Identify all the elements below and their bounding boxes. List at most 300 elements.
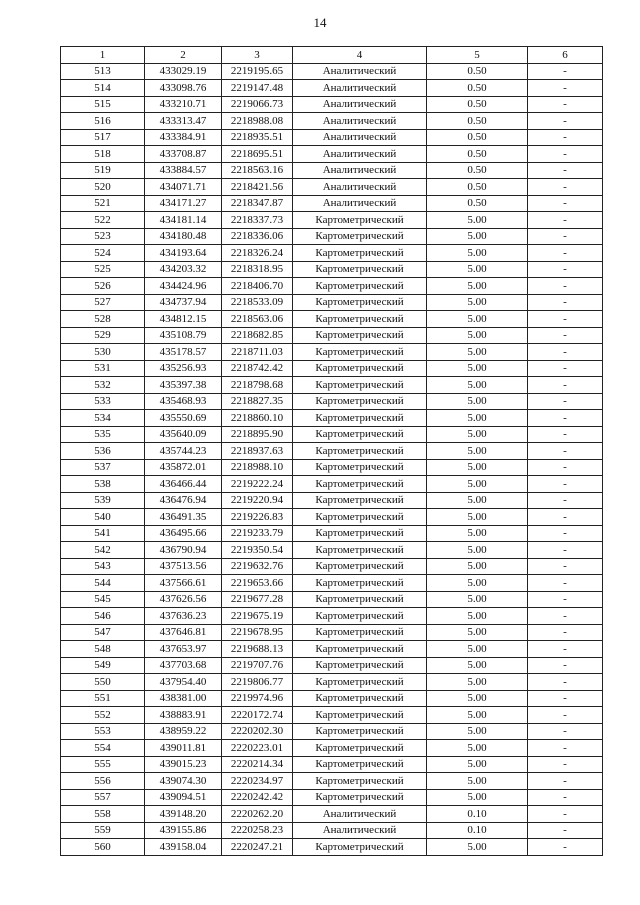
table-cell: 520	[61, 179, 145, 196]
table-cell: -	[528, 740, 603, 757]
table-row	[61, 575, 603, 592]
table-cell: 542	[61, 542, 145, 559]
table-cell: 439015.23	[145, 756, 222, 773]
table-cell: -	[528, 228, 603, 245]
table-cell: Картометрический	[293, 459, 427, 476]
table-row	[61, 195, 603, 212]
table-cell: 438883.91	[145, 707, 222, 724]
table-row	[61, 492, 603, 509]
table-row	[61, 558, 603, 575]
table-cell: -	[528, 575, 603, 592]
table-cell: 528	[61, 311, 145, 328]
table-cell: 0.50	[427, 162, 528, 179]
table-row	[61, 129, 603, 146]
table-cell: -	[528, 591, 603, 608]
table-cell: 2218563.06	[222, 311, 293, 328]
table-cell: Картометрический	[293, 344, 427, 361]
table-row	[61, 723, 603, 740]
table-cell: 532	[61, 377, 145, 394]
table-cell: 436476.94	[145, 492, 222, 509]
table-row	[61, 773, 603, 790]
table-cell: -	[528, 443, 603, 460]
table-cell: 5.00	[427, 575, 528, 592]
table-cell: 2219632.76	[222, 558, 293, 575]
table-cell: 2218563.16	[222, 162, 293, 179]
table-cell: 2219222.24	[222, 476, 293, 493]
table-cell: 539	[61, 492, 145, 509]
table-cell: 553	[61, 723, 145, 740]
table-cell: -	[528, 657, 603, 674]
table-cell: -	[528, 509, 603, 526]
table-cell: Картометрический	[293, 575, 427, 592]
table-cell: 435550.69	[145, 410, 222, 427]
table-cell: 2219195.65	[222, 63, 293, 80]
table-cell: Картометрический	[293, 426, 427, 443]
table-cell: 5.00	[427, 278, 528, 295]
table-cell: 2219350.54	[222, 542, 293, 559]
table-cell: -	[528, 63, 603, 80]
table-cell: 5.00	[427, 558, 528, 575]
table-cell: Картометрический	[293, 228, 427, 245]
table-cell: 2218336.06	[222, 228, 293, 245]
table-cell: 516	[61, 113, 145, 130]
table-cell: Картометрический	[293, 674, 427, 691]
table-cell: 543	[61, 558, 145, 575]
table-cell: 5.00	[427, 393, 528, 410]
table-cell: 556	[61, 773, 145, 790]
table-row	[61, 179, 603, 196]
table-cell: 2220262.20	[222, 806, 293, 823]
table-cell: 2219974.96	[222, 690, 293, 707]
table-cell: 2219233.79	[222, 525, 293, 542]
table-cell: 5.00	[427, 756, 528, 773]
header-row	[61, 47, 603, 64]
table-cell: -	[528, 294, 603, 311]
table-cell: 531	[61, 360, 145, 377]
table-cell: 2218406.70	[222, 278, 293, 295]
table-cell: Картометрический	[293, 360, 427, 377]
table-cell: 2219226.83	[222, 509, 293, 526]
table-cell: 433210.71	[145, 96, 222, 113]
table-cell: 545	[61, 591, 145, 608]
table-row	[61, 146, 603, 163]
table-cell: -	[528, 278, 603, 295]
table-cell: 437636.23	[145, 608, 222, 625]
table-cell: Картометрический	[293, 657, 427, 674]
table-cell: Картометрический	[293, 261, 427, 278]
table-cell: Картометрический	[293, 410, 427, 427]
table-cell: -	[528, 344, 603, 361]
table-cell: 527	[61, 294, 145, 311]
table-cell: 5.00	[427, 476, 528, 493]
table-cell: 2218695.51	[222, 146, 293, 163]
table-cell: 436495.66	[145, 525, 222, 542]
table-cell: -	[528, 162, 603, 179]
table-cell: Картометрический	[293, 311, 427, 328]
table-cell: 2218827.35	[222, 393, 293, 410]
table-cell: 5.00	[427, 509, 528, 526]
table-cell: -	[528, 96, 603, 113]
table-cell: 2218988.10	[222, 459, 293, 476]
table-cell: 537	[61, 459, 145, 476]
table-row	[61, 740, 603, 757]
header-cell: 5	[427, 47, 528, 64]
table-cell: 0.50	[427, 113, 528, 130]
table-cell: 438959.22	[145, 723, 222, 740]
table-cell: 5.00	[427, 773, 528, 790]
table-cell: 435397.38	[145, 377, 222, 394]
table-cell: 559	[61, 822, 145, 839]
table-cell: 5.00	[427, 690, 528, 707]
table-cell: 439074.30	[145, 773, 222, 790]
table-cell: 5.00	[427, 608, 528, 625]
table-cell: 2220258.23	[222, 822, 293, 839]
table-cell: 2219806.77	[222, 674, 293, 691]
table-cell: 436491.35	[145, 509, 222, 526]
table-cell: 435640.09	[145, 426, 222, 443]
table-row	[61, 344, 603, 361]
table-cell: Аналитический	[293, 195, 427, 212]
table-cell: 513	[61, 63, 145, 80]
table-row	[61, 212, 603, 229]
table-cell: -	[528, 360, 603, 377]
table-cell: 519	[61, 162, 145, 179]
table-cell: Аналитический	[293, 146, 427, 163]
table-cell: -	[528, 525, 603, 542]
table-cell: 5.00	[427, 459, 528, 476]
header-cell: 1	[61, 47, 145, 64]
table-cell: Картометрический	[293, 278, 427, 295]
table-cell: 434171.27	[145, 195, 222, 212]
table-cell: -	[528, 129, 603, 146]
table-cell: 524	[61, 245, 145, 262]
table-cell: Картометрический	[293, 294, 427, 311]
table-cell: 439148.20	[145, 806, 222, 823]
table-cell: -	[528, 245, 603, 262]
table-cell: 5.00	[427, 245, 528, 262]
table-cell: 536	[61, 443, 145, 460]
table-cell: 5.00	[427, 294, 528, 311]
table-cell: -	[528, 756, 603, 773]
table-cell: -	[528, 179, 603, 196]
table-cell: 551	[61, 690, 145, 707]
table-cell: 5.00	[427, 674, 528, 691]
table-row	[61, 806, 603, 823]
table-cell: 0.50	[427, 80, 528, 97]
table-cell: 2220202.30	[222, 723, 293, 740]
table-cell: Аналитический	[293, 113, 427, 130]
table-cell: Аналитический	[293, 96, 427, 113]
table-cell: -	[528, 492, 603, 509]
table-cell: 434193.64	[145, 245, 222, 262]
table-cell: 435108.79	[145, 327, 222, 344]
table-cell: Картометрический	[293, 723, 427, 740]
table-cell: 526	[61, 278, 145, 295]
table-cell: Картометрический	[293, 624, 427, 641]
table-cell: Аналитический	[293, 179, 427, 196]
table-cell: 514	[61, 80, 145, 97]
table-cell: Аналитический	[293, 129, 427, 146]
table-row	[61, 690, 603, 707]
table-row	[61, 327, 603, 344]
table-cell: Картометрический	[293, 641, 427, 658]
table-cell: -	[528, 195, 603, 212]
table-cell: Картометрический	[293, 525, 427, 542]
table-row	[61, 674, 603, 691]
table-row	[61, 789, 603, 806]
table-cell: -	[528, 146, 603, 163]
table-cell: 5.00	[427, 443, 528, 460]
table-cell: 439158.04	[145, 839, 222, 856]
table-cell: 439094.51	[145, 789, 222, 806]
table-row	[61, 261, 603, 278]
table-cell: 5.00	[427, 311, 528, 328]
table-cell: 2218711.03	[222, 344, 293, 361]
table-row	[61, 657, 603, 674]
table-row	[61, 360, 603, 377]
table-cell: 2219707.76	[222, 657, 293, 674]
table-row	[61, 80, 603, 97]
table-cell: Картометрический	[293, 707, 427, 724]
table-cell: 0.50	[427, 129, 528, 146]
table-cell: 0.50	[427, 179, 528, 196]
table-cell: 5.00	[427, 327, 528, 344]
table-cell: Картометрический	[293, 393, 427, 410]
page-number: 14	[313, 15, 327, 30]
table-cell: 2218337.73	[222, 212, 293, 229]
table-cell: Картометрический	[293, 443, 427, 460]
table-cell: 2219678.95	[222, 624, 293, 641]
table-cell: -	[528, 476, 603, 493]
table-cell: 5.00	[427, 410, 528, 427]
table-cell: Картометрический	[293, 476, 427, 493]
table-row	[61, 63, 603, 80]
table-cell: Картометрический	[293, 245, 427, 262]
table-cell: 0.50	[427, 96, 528, 113]
table-cell: 433708.87	[145, 146, 222, 163]
table-cell: 521	[61, 195, 145, 212]
table-cell: Аналитический	[293, 806, 427, 823]
table-cell: 560	[61, 839, 145, 856]
table-cell: 5.00	[427, 360, 528, 377]
table-row	[61, 822, 603, 839]
table-cell: 552	[61, 707, 145, 724]
table-cell: 2218935.51	[222, 129, 293, 146]
table-cell: -	[528, 113, 603, 130]
table-cell: 2218988.08	[222, 113, 293, 130]
table-row	[61, 756, 603, 773]
table-cell: 558	[61, 806, 145, 823]
table-cell: 0.50	[427, 146, 528, 163]
table-cell: 5.00	[427, 228, 528, 245]
header-cell: 3	[222, 47, 293, 64]
table-cell: 2218742.42	[222, 360, 293, 377]
table-cell: 435468.93	[145, 393, 222, 410]
table-cell: 2218347.87	[222, 195, 293, 212]
table-cell: 550	[61, 674, 145, 691]
table-cell: 434180.48	[145, 228, 222, 245]
table-cell: -	[528, 690, 603, 707]
table-cell: -	[528, 789, 603, 806]
table-cell: Картометрический	[293, 608, 427, 625]
table-cell: -	[528, 377, 603, 394]
table-row	[61, 426, 603, 443]
table-cell: -	[528, 426, 603, 443]
table-cell: 437566.61	[145, 575, 222, 592]
table-row	[61, 624, 603, 641]
table-cell: 2219675.19	[222, 608, 293, 625]
table-cell: -	[528, 624, 603, 641]
table-cell: 5.00	[427, 212, 528, 229]
table-cell: 2218533.09	[222, 294, 293, 311]
table-cell: 0.10	[427, 806, 528, 823]
table-cell: 437513.56	[145, 558, 222, 575]
table-cell: 2220247.21	[222, 839, 293, 856]
header-cell: 6	[528, 47, 603, 64]
table-cell: 433098.76	[145, 80, 222, 97]
table-cell: Картометрический	[293, 756, 427, 773]
table-cell: -	[528, 393, 603, 410]
table-cell: 2220223.01	[222, 740, 293, 757]
table-cell: 2218421.56	[222, 179, 293, 196]
table-cell: 5.00	[427, 839, 528, 856]
table-cell: 5.00	[427, 789, 528, 806]
table-row	[61, 608, 603, 625]
table-cell: 439155.86	[145, 822, 222, 839]
table-row	[61, 393, 603, 410]
table-cell: 2218682.85	[222, 327, 293, 344]
table-cell: 533	[61, 393, 145, 410]
table-cell: 541	[61, 525, 145, 542]
table-cell: Картометрический	[293, 789, 427, 806]
table-cell: -	[528, 839, 603, 856]
table-cell: 547	[61, 624, 145, 641]
table-cell: 2218318.95	[222, 261, 293, 278]
table-cell: Картометрический	[293, 591, 427, 608]
table-row	[61, 641, 603, 658]
table-cell: 2220214.34	[222, 756, 293, 773]
table-cell: Картометрический	[293, 492, 427, 509]
table-cell: Картометрический	[293, 212, 427, 229]
table-row	[61, 228, 603, 245]
table-cell: 2220242.42	[222, 789, 293, 806]
table-cell: 433884.57	[145, 162, 222, 179]
table-cell: 433313.47	[145, 113, 222, 130]
table-cell: -	[528, 542, 603, 559]
table-cell: -	[528, 212, 603, 229]
table-cell: 2218326.24	[222, 245, 293, 262]
table-cell: 2218937.63	[222, 443, 293, 460]
table-row	[61, 591, 603, 608]
table-body	[61, 63, 603, 855]
table-cell: 2219220.94	[222, 492, 293, 509]
table-cell: 546	[61, 608, 145, 625]
table-cell: -	[528, 773, 603, 790]
table-cell: 2218798.68	[222, 377, 293, 394]
table-cell: Картометрический	[293, 509, 427, 526]
header-cell: 4	[293, 47, 427, 64]
table-cell: 548	[61, 641, 145, 658]
table-cell: 522	[61, 212, 145, 229]
table-cell: 434181.14	[145, 212, 222, 229]
table-row	[61, 96, 603, 113]
table-row	[61, 410, 603, 427]
table-row	[61, 839, 603, 856]
table-cell: 2218860.10	[222, 410, 293, 427]
table-cell: -	[528, 822, 603, 839]
table-cell: -	[528, 707, 603, 724]
table-header	[61, 47, 603, 64]
table-cell: 0.50	[427, 195, 528, 212]
table-cell: 5.00	[427, 723, 528, 740]
table-cell: 434812.15	[145, 311, 222, 328]
table-cell: 517	[61, 129, 145, 146]
table-cell: 5.00	[427, 740, 528, 757]
table-cell: -	[528, 327, 603, 344]
table-cell: 538	[61, 476, 145, 493]
table-cell: 435256.93	[145, 360, 222, 377]
table-row	[61, 459, 603, 476]
table-cell: 2220172.74	[222, 707, 293, 724]
table-cell: 2219653.66	[222, 575, 293, 592]
table-cell: 0.50	[427, 63, 528, 80]
table-cell: 557	[61, 789, 145, 806]
table-cell: Аналитический	[293, 63, 427, 80]
table-cell: 437653.97	[145, 641, 222, 658]
table-cell: 5.00	[427, 657, 528, 674]
table-row	[61, 476, 603, 493]
table-cell: 529	[61, 327, 145, 344]
table-cell: 2219066.73	[222, 96, 293, 113]
table-cell: Картометрический	[293, 839, 427, 856]
table-cell: 438381.00	[145, 690, 222, 707]
table-cell: 0.10	[427, 822, 528, 839]
table-cell: Картометрический	[293, 690, 427, 707]
table-cell: -	[528, 806, 603, 823]
table-cell: 534	[61, 410, 145, 427]
table-row	[61, 377, 603, 394]
header-cell: 2	[145, 47, 222, 64]
table-cell: -	[528, 311, 603, 328]
table-cell: -	[528, 80, 603, 97]
table-cell: 530	[61, 344, 145, 361]
table-cell: -	[528, 674, 603, 691]
table-cell: Картометрический	[293, 773, 427, 790]
table-cell: 5.00	[427, 261, 528, 278]
table-row	[61, 707, 603, 724]
table-cell: Картометрический	[293, 377, 427, 394]
table-cell: -	[528, 723, 603, 740]
table-cell: 5.00	[427, 377, 528, 394]
table-cell: Аналитический	[293, 822, 427, 839]
table-cell: 434071.71	[145, 179, 222, 196]
table-cell: 437626.56	[145, 591, 222, 608]
table-cell: 433384.91	[145, 129, 222, 146]
table-cell: 439011.81	[145, 740, 222, 757]
table-row	[61, 311, 603, 328]
table-cell: 436466.44	[145, 476, 222, 493]
table-cell: 437646.81	[145, 624, 222, 641]
table-cell: 5.00	[427, 624, 528, 641]
table-cell: -	[528, 410, 603, 427]
table-cell: -	[528, 641, 603, 658]
table-cell: 435178.57	[145, 344, 222, 361]
table-cell: 5.00	[427, 525, 528, 542]
table-cell: Аналитический	[293, 80, 427, 97]
table-row	[61, 525, 603, 542]
coordinates-table	[60, 46, 603, 856]
table-cell: 435872.01	[145, 459, 222, 476]
